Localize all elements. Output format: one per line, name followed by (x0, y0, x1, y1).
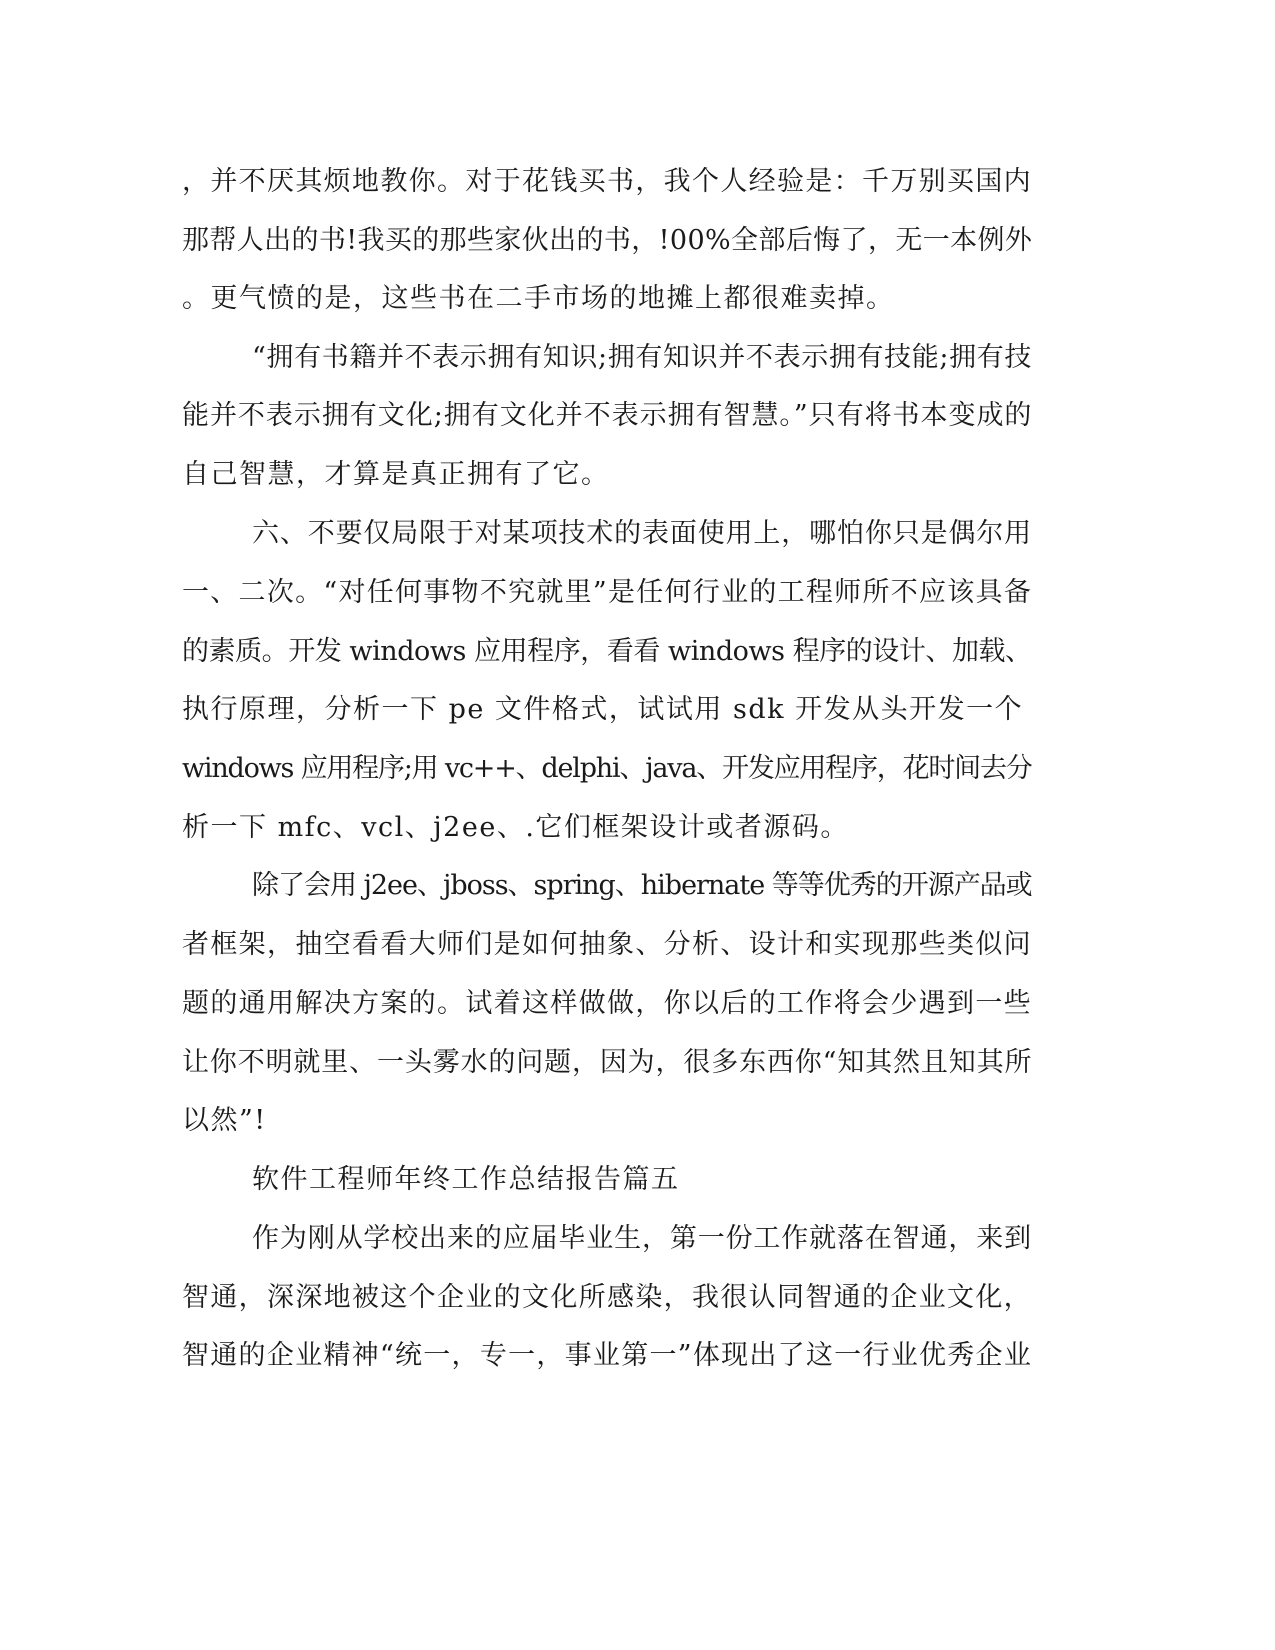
text-line: 以然”! (182, 1105, 267, 1136)
text-line: 题的通用解决方案的。试着这样做做，你以后的工作将会少遇到一些 (182, 988, 1032, 1019)
text-line: 者框架，抽空看看大师们是如何抽象、分析、设计和实现那些类似问 (182, 929, 1032, 960)
text-line: “拥有书籍并不表示拥有知识;拥有知识并不表示拥有技能;拥有技 (252, 342, 1032, 373)
text-line: 六、不要仅局限于对某项技术的表面使用上，哪怕你只是偶尔用 (252, 518, 1032, 549)
text-line: windows 应用程序;用 vc++、delphi、java、开发应用程序，花时间去分 (182, 753, 1032, 784)
text-line: 析一下 mfc、vcl、j2ee、.它们框架设计或者源码。 (182, 812, 849, 843)
text-line: 一、二次。“对任何事物不究就里”是任何行业的工程师所不应该具备 (182, 577, 1033, 608)
text-line: 那帮人出的书!我买的那些家伙出的书，!00%全部后悔了，无一本例外 (182, 225, 1033, 256)
text-line: 。更气愤的是，这些书在二手市场的地摊上都很难卖掉。 (182, 283, 895, 314)
text-line: 执行原理，分析一下 pe 文件格式，试试用 sdk 开发从头开发一个 (182, 694, 1024, 725)
text-line: 智通，深深地被这个企业的文化所感染，我很认同智通的企业文化， (182, 1282, 1032, 1313)
text-line: ，并不厌其烦地教你。对于花钱买书，我个人经验是：千万别买国内 (182, 166, 1032, 197)
text-line: 智通的企业精神“统一，专一，事业第一”体现出了这一行业优秀企业 (182, 1340, 1033, 1371)
text-line: 作为刚从学校出来的应届毕业生，第一份工作就落在智通，来到 (252, 1223, 1032, 1254)
section-heading: 软件工程师年终工作总结报告篇五 (252, 1164, 680, 1195)
text-line: 让你不明就里、一头雾水的问题，因为，很多东西你“知其然且知其所 (182, 1047, 1033, 1078)
text-line: 自己智慧，才算是真正拥有了它。 (182, 459, 610, 490)
text-line: 的素质。开发 windows 应用程序，看看 windows 程序的设计、加载、 (182, 636, 1032, 667)
text-line: 能并不表示拥有文化;拥有文化并不表示拥有智慧。”只有将书本变成的 (182, 400, 1033, 431)
text-line: 除了会用 j2ee、jboss、spring、hibernate 等等优秀的开源产品或 (252, 870, 1032, 901)
